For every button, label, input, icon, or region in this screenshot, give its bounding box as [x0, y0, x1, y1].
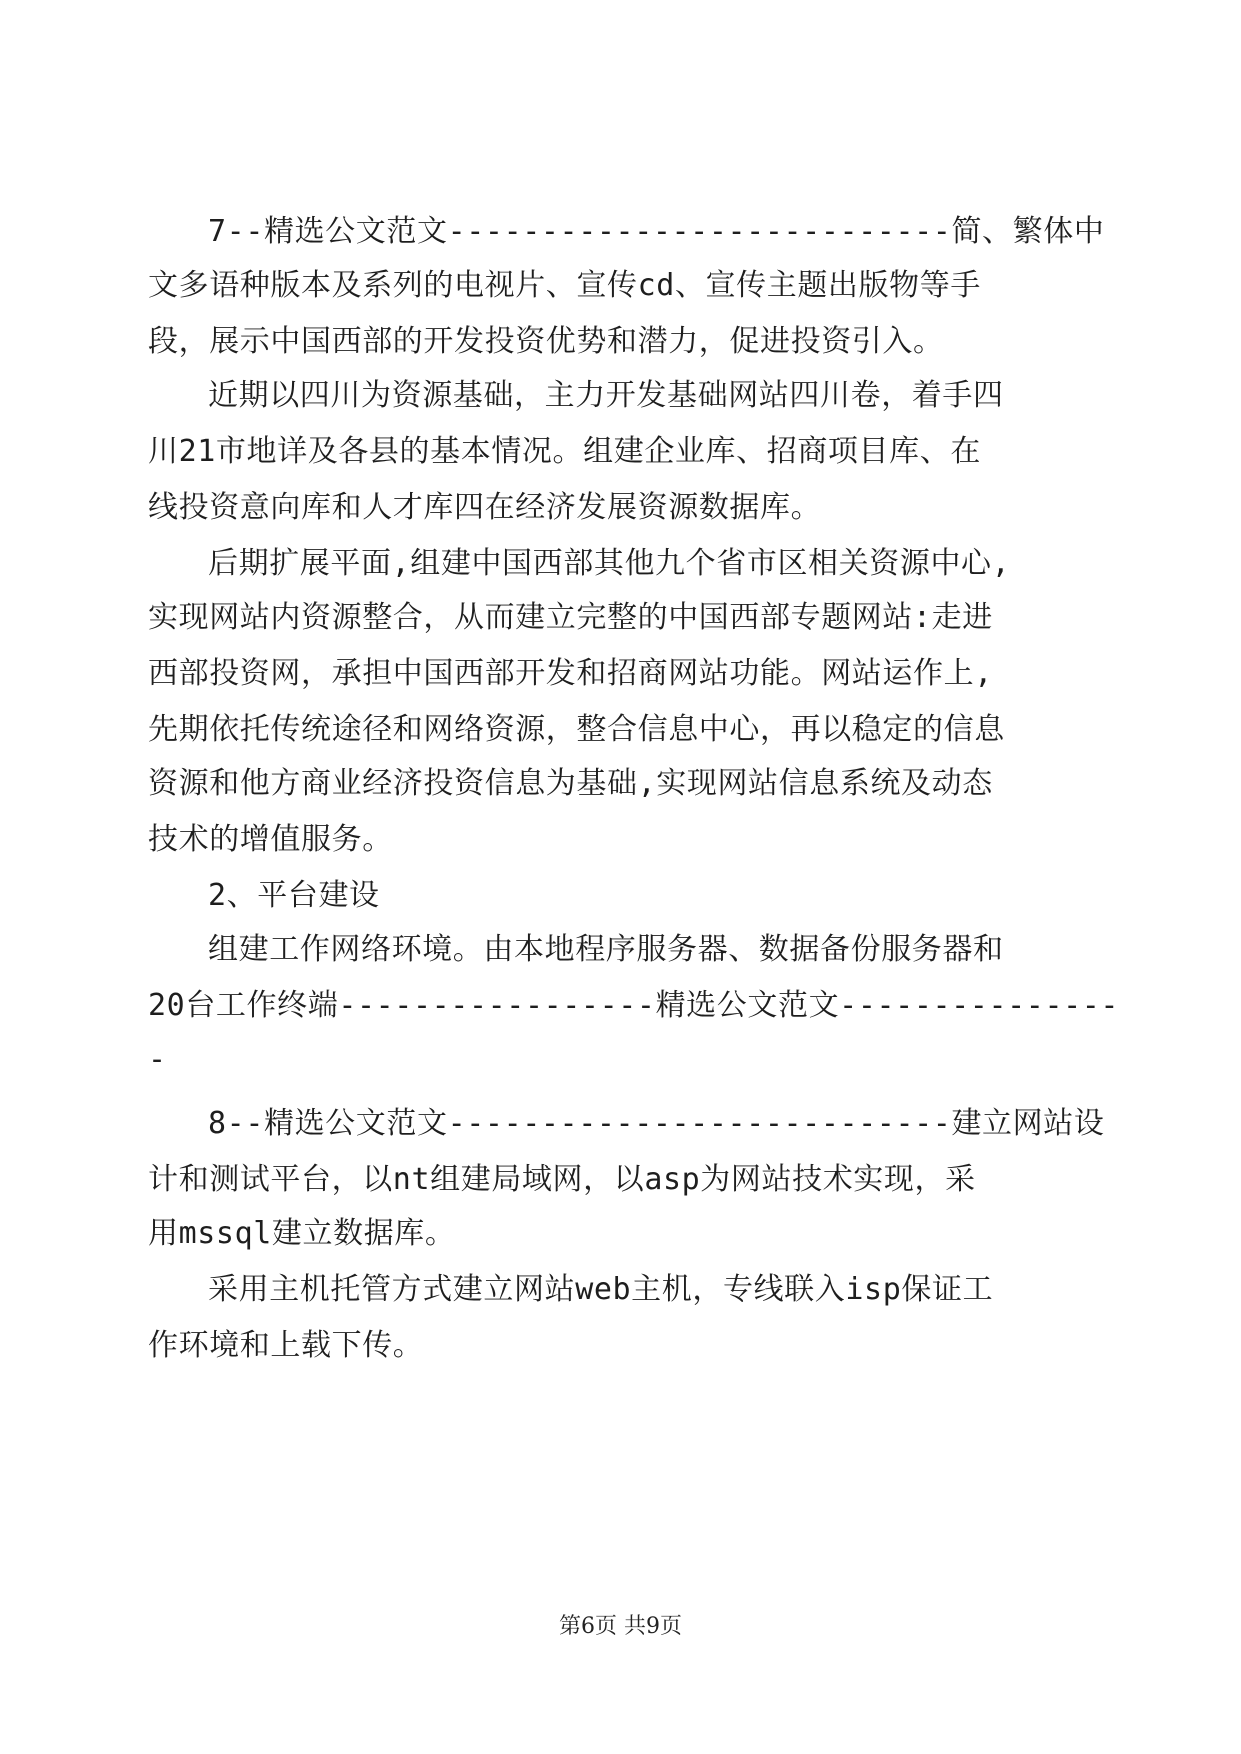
- text-line: 近期以四川为资源基础，主力开发基础网站四川卷，着手四: [208, 378, 1004, 413]
- text-line: 作环境和上载下传。: [148, 1328, 424, 1363]
- text-line: 实现网站内资源整合，从而建立完整的中国西部专题网站:走进: [148, 600, 993, 635]
- text-line: 8--精选公文范文---------------------------建立网站设: [208, 1106, 1105, 1141]
- text-line: 组建工作网络环境。由本地程序服务器、数据备份服务器和: [208, 932, 1004, 967]
- text-line: 文多语种版本及系列的电视片、宣传cd、宣传主题出版物等手: [148, 268, 981, 303]
- text-line: 段，展示中国西部的开发投资优势和潜力，促进投资引入。: [148, 324, 944, 359]
- text-line: 线投资意向库和人才库四在经济发展资源数据库。: [148, 490, 822, 525]
- text-line: 技术的增值服务。: [148, 822, 393, 857]
- text-line: 7--精选公文范文---------------------------简、繁体中: [208, 214, 1105, 249]
- text-line: 计和测试平台，以nt组建局域网，以asp为网站技术实现，采: [148, 1162, 976, 1197]
- text-line: 后期扩展平面,组建中国西部其他九个省市区相关资源中心,: [208, 546, 1011, 581]
- section-heading: 2、平台建设: [208, 878, 380, 913]
- text-line: 先期依托传统途径和网络资源，整合信息中心，再以稳定的信息: [148, 712, 1005, 747]
- text-line: -: [148, 1042, 167, 1077]
- text-line: 用mssql建立数据库。: [148, 1216, 456, 1251]
- page-footer: 第6页 共9页: [559, 1614, 682, 1639]
- text-line: 20台工作终端-----------------精选公文范文---------------: [148, 988, 1120, 1023]
- text-line: 采用主机托管方式建立网站web主机，专线联入isp保证工: [208, 1272, 994, 1307]
- text-line: 西部投资网，承担中国西部开发和招商网站功能。网站运作上,: [148, 656, 993, 691]
- text-line: 川21市地详及各县的基本情况。组建企业库、招商项目库、在: [148, 434, 981, 469]
- text-line: 资源和他方商业经济投资信息为基础,实现网站信息系统及动态: [148, 766, 993, 801]
